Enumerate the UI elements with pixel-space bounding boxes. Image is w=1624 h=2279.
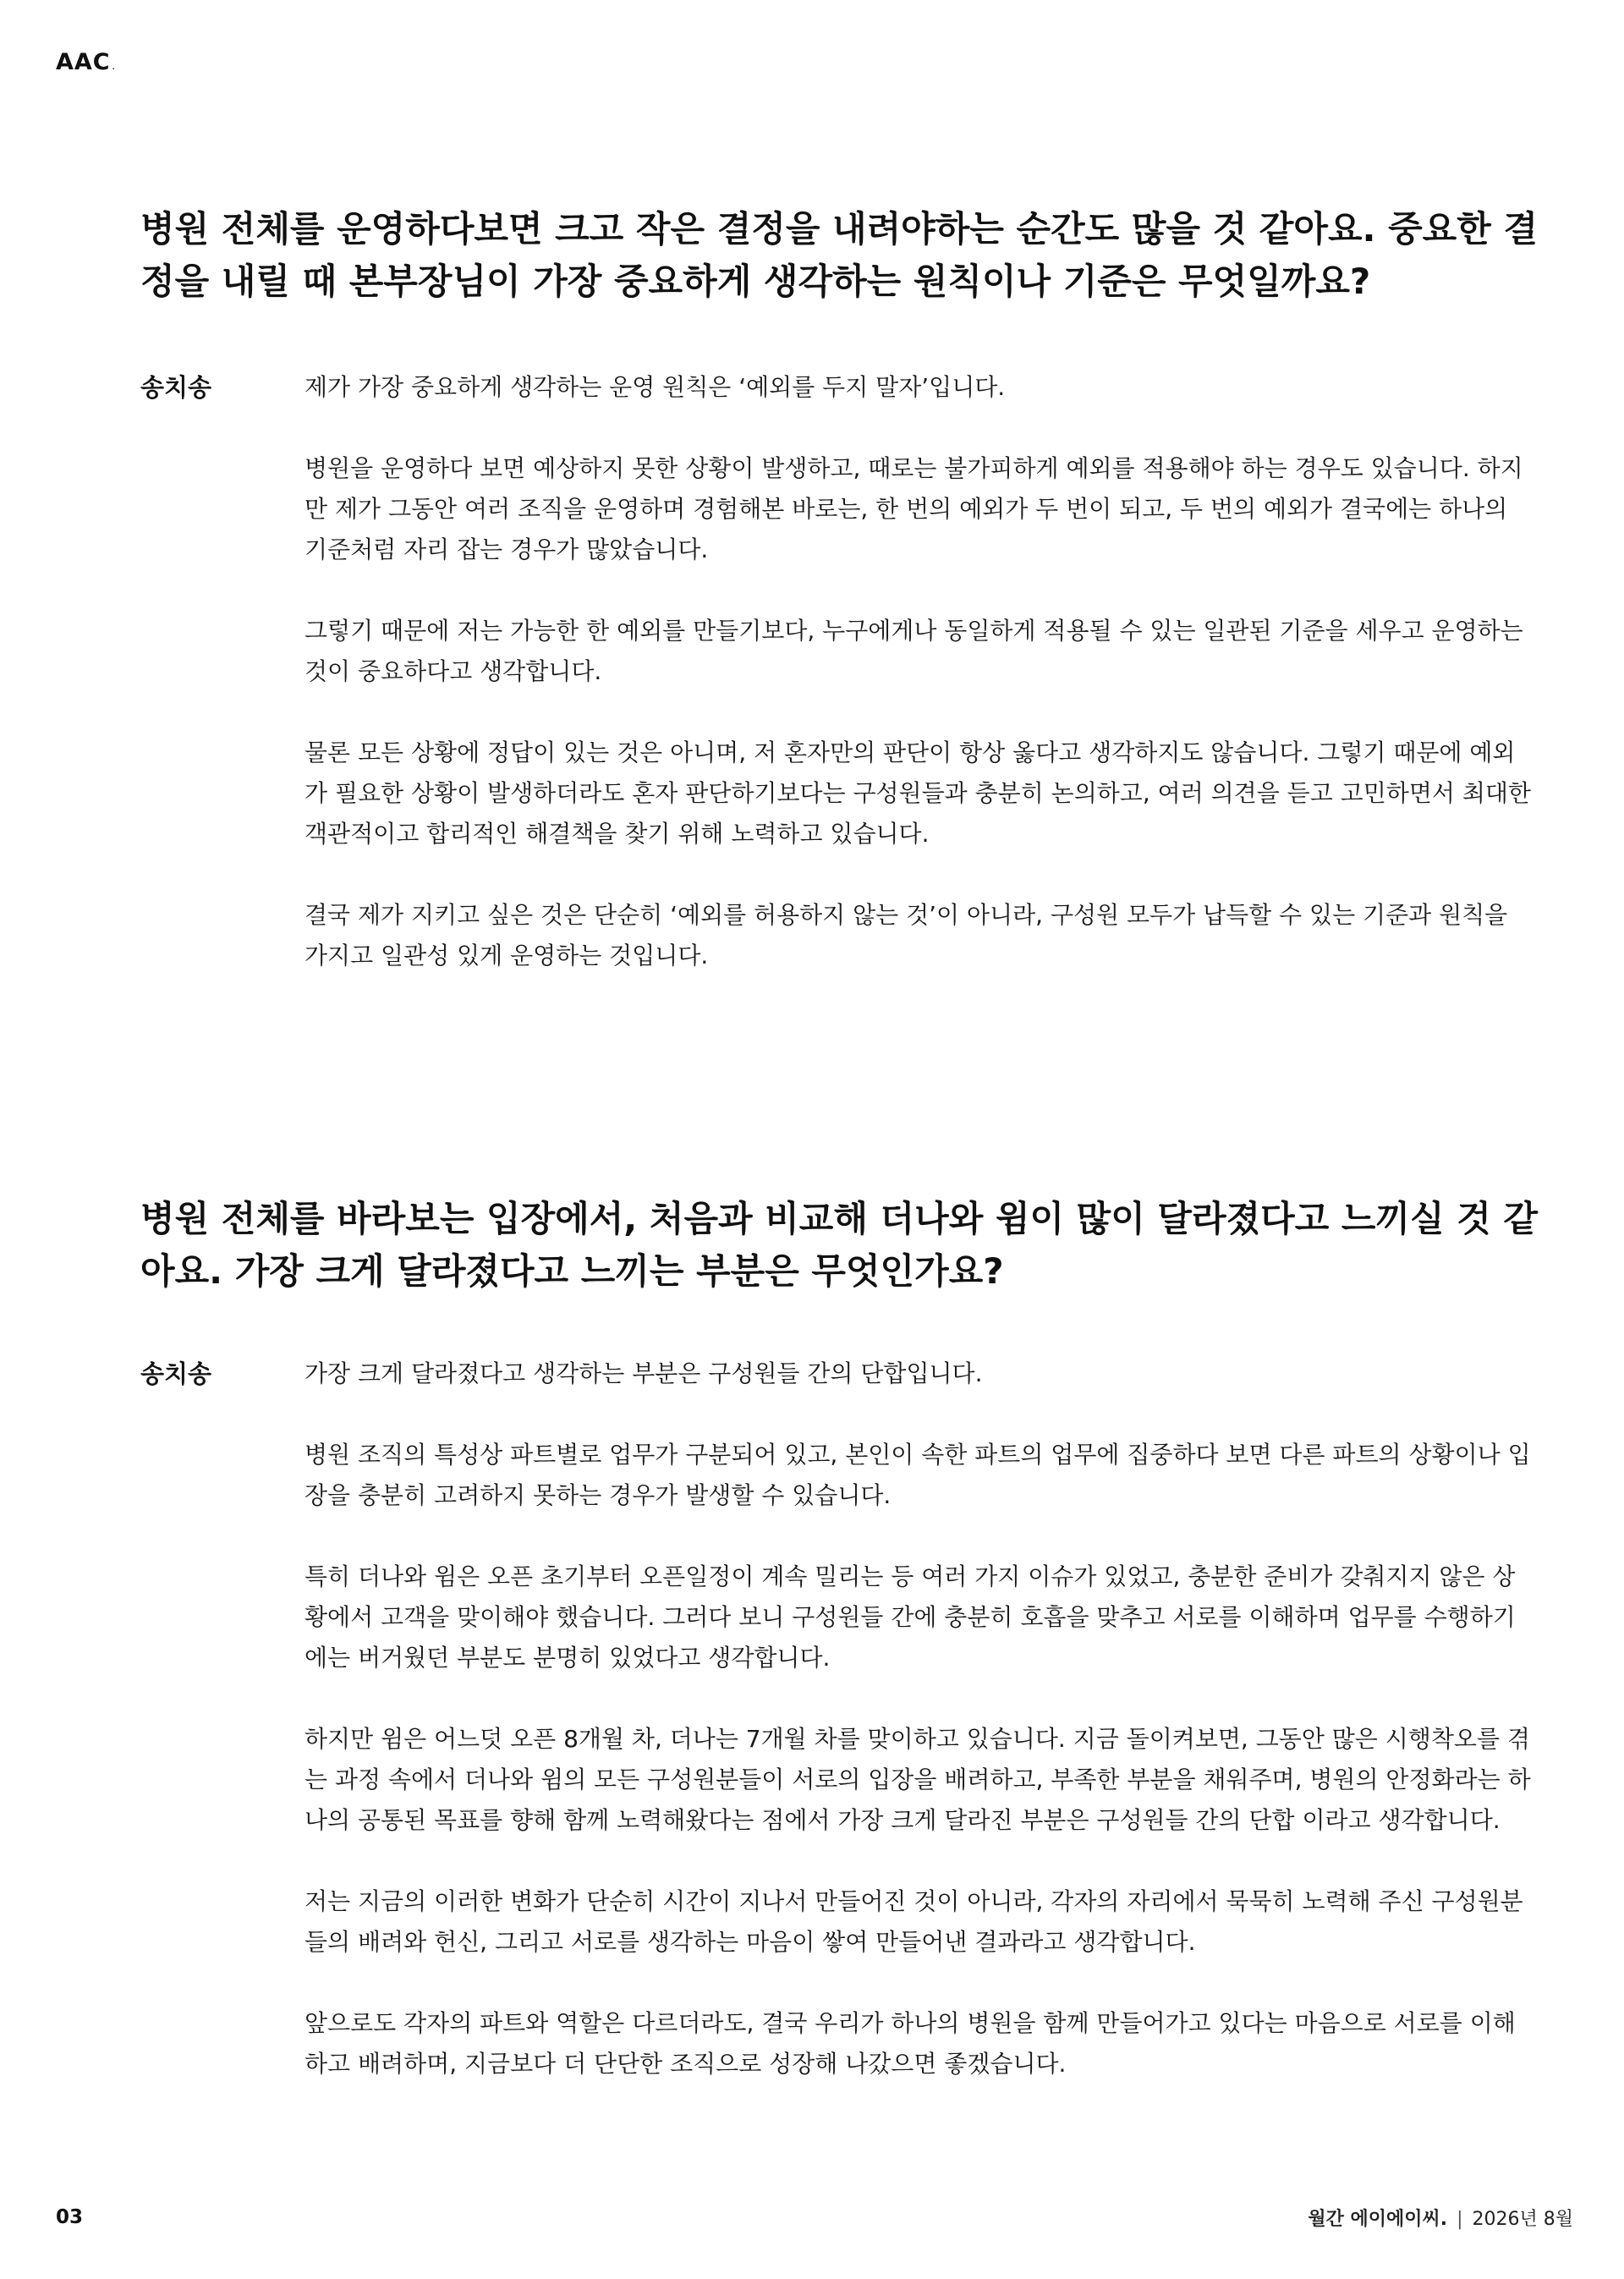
answer-paragraph: 제가 가장 중요하게 생각하는 운영 원칙은 ‘예외를 두지 말자’입니다. [304,373,1006,401]
question-heading: 병원 전체를 바라보는 입장에서, 처음과 비교해 더나와 윔이 많이 달라졌다고 느끼실 것 같아요. 가장 크게 달라졌다고 느끼는 부분은 무엇인가요? [140,1198,1539,1292]
answer-paragraphs [304,367,1531,976]
speaker-name: 송치송 [140,373,212,402]
answer-paragraph: 앞으로도 각자의 파트와 역할은 다르더라도, 결국 우리가 하나의 병원을 함께 만들어가고 있다는 마음으로 서로를 이해하고 배려하며, 지금보다 더 단단한 조직으로 성장해 나갔으면 좋겠습니다. [304,2009,1516,2078]
answer-paragraphs [304,1354,1531,2084]
footer-publication [1308,2205,1573,2231]
qa-section-2 [140,1193,1544,2084]
answer-paragraph: 결국 제가 지키고 싶은 것은 단순히 ‘예외를 허용하지 않는 것’이 아니라, 구성원 모두가 납득할 수 있는 기준과 원칙을 가지고 일관성 있게 운영하는 것입니다. [304,901,1508,969]
answer-paragraph: 가장 크게 달라졌다고 생각하는 부분은 구성원들 간의 단합입니다. [304,1359,983,1387]
answer-paragraph: 특히 더나와 윔은 오픈 초기부터 오픈일정이 계속 밀리는 등 여러 가지 이슈가 있었고, 충분한 준비가 갖춰지지 않은 상황에서 고객을 맞이해야 했습니다. 그러다 보니 구성원들 간에 충분히 호흡을 맞추고 서로를 이해하며 업무를 수행하기에는 버거웠던 부분도 분명히 있었다고 생각합니다. [304,1562,1516,1672]
logo-mark: . [112,63,116,71]
answer-paragraph: 병원을 운영하다 보면 예상하지 못한 상황이 발생하고, 때로는 불가피하게 예외를 적용해야 하는 경우도 있습니다. 하지만 제가 그동안 여러 조직을 운영하며 경험해본 바로는, 한 번의 예외가 두 번이 되고, 두 번의 예외가 결국에는 하나의 기준처럼 자리 잡는 경우가 많았습니다. [304,454,1523,563]
speaker-name: 송치송 [140,1359,212,1388]
answer-paragraph: 물론 모든 상황에 정답이 있는 것은 아니며, 저 혼자만의 판단이 항상 옳다고 생각하지도 않습니다. 그렇기 때문에 예외가 필요한 상황이 발생하더라도 혼자 판단하기보다는 구성원들과 충분히 논의하고, 여러 의견을 듣고 고민하면서 최대한 객관적이고 합리적인 해결책을 찾기 위해 노력하고 있습니다. [304,739,1531,848]
answer-paragraph: 병원 조직의 특성상 파트별로 업무가 구분되어 있고, 본인이 속한 파트의 업무에 집중하다 보면 다른 파트의 상황이나 입장을 충분히 고려하지 못하는 경우가 발생할 수 있습니다. [304,1441,1531,1509]
answer-block [140,367,1544,976]
answer-block [140,1354,1544,2084]
issue-date: 2026년 8월 [1472,2209,1573,2230]
question-heading: 병원 전체를 운영하다보면 크고 작은 결정을 내려야하는 순간도 많을 것 같아요. 중요한 결정을 내릴 때 본부장님이 가장 중요하게 생각하는 원칙이나 기준은 무엇일까요? [140,208,1539,302]
aac-logo: AAC . [56,49,116,75]
answer-paragraph: 그렇기 때문에 저는 가능한 한 예외를 만들기보다, 누구에게나 동일하게 적용될 수 있는 일관된 기준을 세우고 운영하는 것이 중요하다고 생각합니다. [304,617,1523,685]
publication-name: 월간 에이에이씨. [1308,2209,1448,2230]
footer-separator: | [1457,2209,1463,2230]
qa-section-1 [140,203,1544,976]
answer-paragraph: 저는 지금의 이러한 변화가 단순히 시간이 지나서 만들어진 것이 아니라, 각자의 자리에서 묵묵히 노력해 주신 구성원분들의 배려와 헌신, 그리고 서로를 생각하는 마음이 쌓여 만들어낸 결과라고 생각합니다. [304,1887,1523,1956]
answer-paragraph: 하지만 윔은 어느덧 오픈 8개월 차, 더나는 7개월 차를 맞이하고 있습니다. 지금 돌이켜보면, 그동안 많은 시행착오를 겪는 과정 속에서 더나와 윔의 모든 구성원분들이 서로의 입장을 배려하고, 부족한 부분을 채워주며, 병원의 안정화라는 하나의 공통된 목표를 향해 함께 노력해왔다는 점에서 가장 크게 달라진 부분은 구성원들 간의 단합 이라고 생각합니다. [304,1725,1531,1834]
page-number: 03 [56,2206,84,2228]
